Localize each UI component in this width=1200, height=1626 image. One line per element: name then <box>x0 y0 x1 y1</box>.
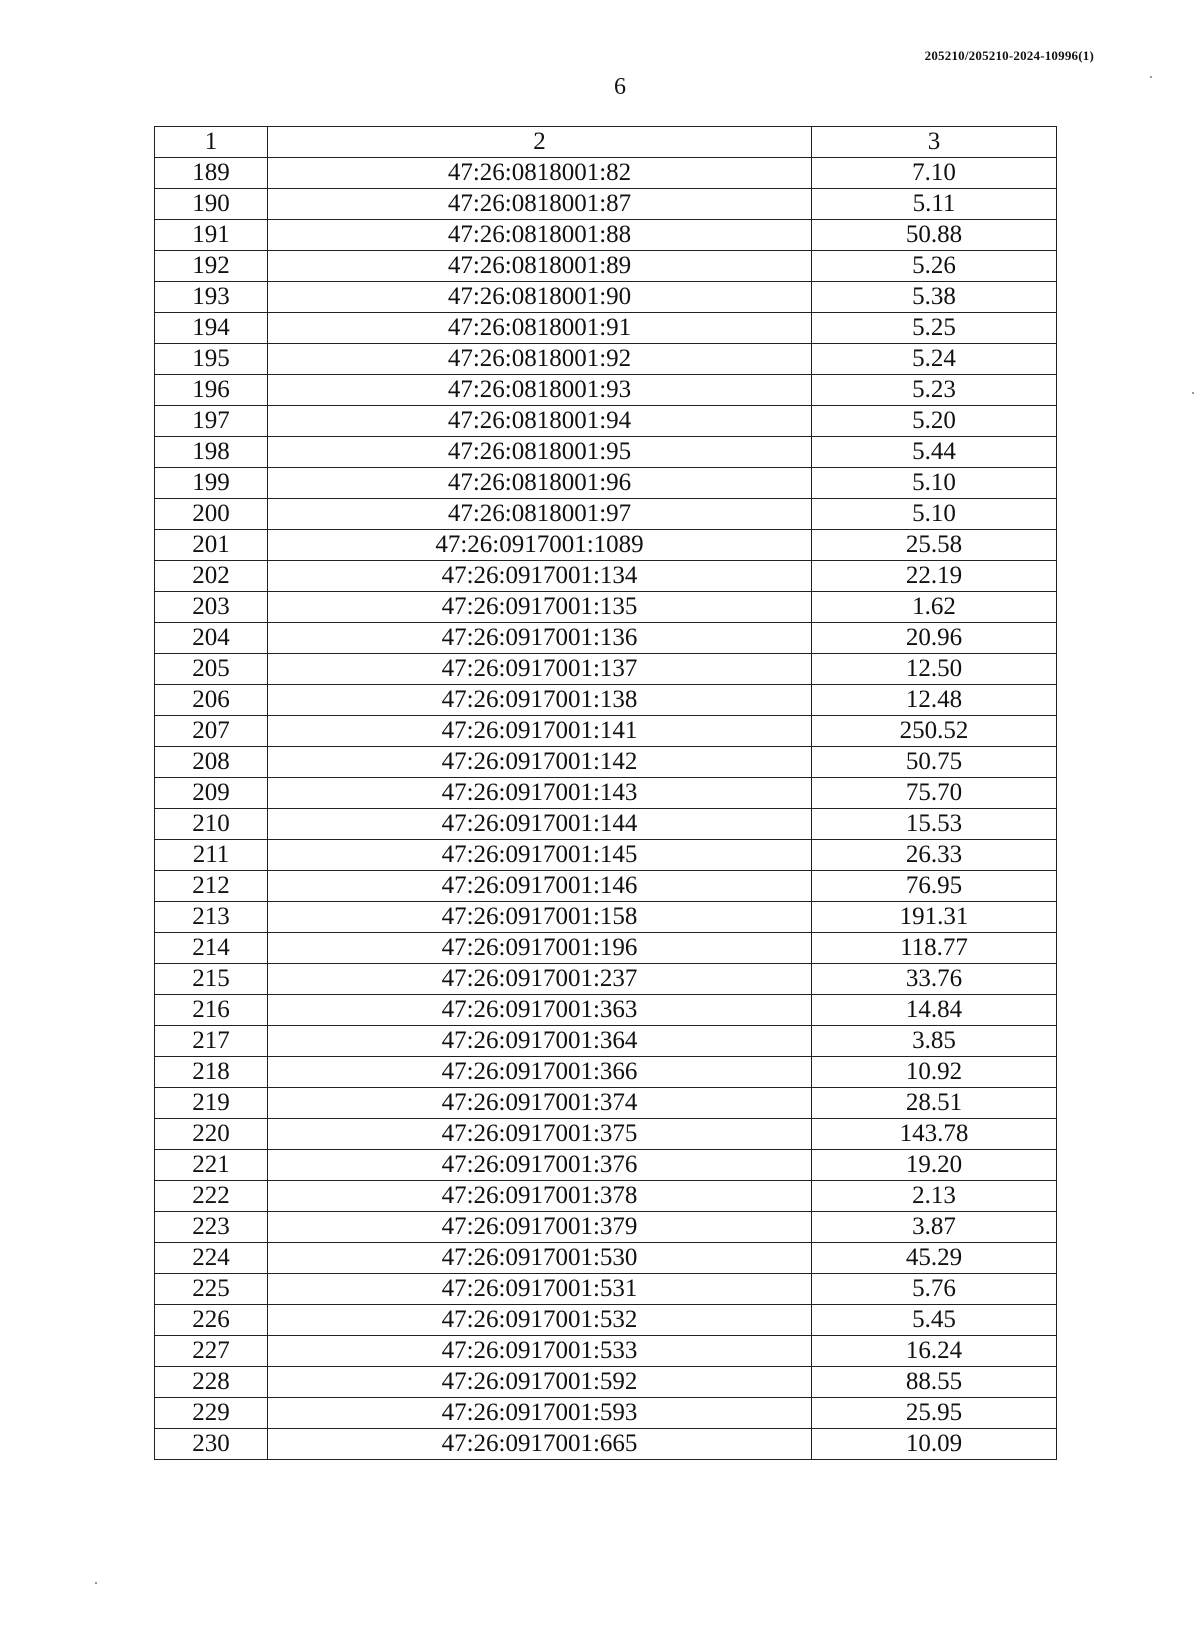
table-row <box>155 1367 1057 1398</box>
value-cell: 3.85 <box>812 1026 1057 1057</box>
cadastral-number-cell: 47:26:0818001:82 <box>268 158 812 189</box>
value-cell: 10.92 <box>812 1057 1057 1088</box>
row-number-cell: 225 <box>155 1274 268 1305</box>
scan-speck <box>1150 76 1152 78</box>
table-row <box>155 840 1057 871</box>
value-cell: 5.26 <box>812 251 1057 282</box>
row-number-cell: 201 <box>155 530 268 561</box>
cadastral-number-cell: 47:26:0818001:91 <box>268 313 812 344</box>
value-cell: 5.24 <box>812 344 1057 375</box>
row-number-cell: 229 <box>155 1398 268 1429</box>
value-cell: 5.10 <box>812 499 1057 530</box>
table-row <box>155 685 1057 716</box>
cadastral-number-cell: 47:26:0818001:95 <box>268 437 812 468</box>
table-row <box>155 871 1057 902</box>
table-row <box>155 995 1057 1026</box>
table-row <box>155 654 1057 685</box>
value-cell: 50.75 <box>812 747 1057 778</box>
row-number-cell: 199 <box>155 468 268 499</box>
value-cell: 250.52 <box>812 716 1057 747</box>
row-number-cell: 192 <box>155 251 268 282</box>
cadastral-number-cell: 47:26:0917001:138 <box>268 685 812 716</box>
table-row <box>155 499 1057 530</box>
row-number-cell: 208 <box>155 747 268 778</box>
cadastral-number-cell: 47:26:0917001:364 <box>268 1026 812 1057</box>
cadastral-number-cell: 47:26:0917001:376 <box>268 1150 812 1181</box>
value-cell: 5.45 <box>812 1305 1057 1336</box>
row-number-cell: 209 <box>155 778 268 809</box>
row-number-cell: 210 <box>155 809 268 840</box>
table-row <box>155 592 1057 623</box>
header-cell-2: 2 <box>268 127 812 158</box>
value-cell: 5.11 <box>812 189 1057 220</box>
table-row <box>155 809 1057 840</box>
value-cell: 26.33 <box>812 840 1057 871</box>
table-row <box>155 468 1057 499</box>
table-row <box>155 1398 1057 1429</box>
value-cell: 15.53 <box>812 809 1057 840</box>
cadastral-number-cell: 47:26:0818001:87 <box>268 189 812 220</box>
table-row <box>155 623 1057 654</box>
cadastral-number-cell: 47:26:0917001:144 <box>268 809 812 840</box>
table-row <box>155 251 1057 282</box>
table-row <box>155 747 1057 778</box>
table-row <box>155 344 1057 375</box>
table-row <box>155 530 1057 561</box>
cadastral-number-cell: 47:26:0917001:530 <box>268 1243 812 1274</box>
value-cell: 19.20 <box>812 1150 1057 1181</box>
table-row <box>155 189 1057 220</box>
row-number-cell: 226 <box>155 1305 268 1336</box>
cadastral-table <box>154 126 1057 1460</box>
row-number-cell: 224 <box>155 1243 268 1274</box>
value-cell: 20.96 <box>812 623 1057 654</box>
value-cell: 191.31 <box>812 902 1057 933</box>
table-row <box>155 1088 1057 1119</box>
value-cell: 16.24 <box>812 1336 1057 1367</box>
value-cell: 12.48 <box>812 685 1057 716</box>
value-cell: 5.23 <box>812 375 1057 406</box>
row-number-cell: 193 <box>155 282 268 313</box>
value-cell: 5.20 <box>812 406 1057 437</box>
row-number-cell: 223 <box>155 1212 268 1243</box>
header-cell-3: 3 <box>812 127 1057 158</box>
value-cell: 45.29 <box>812 1243 1057 1274</box>
cadastral-number-cell: 47:26:0917001:378 <box>268 1181 812 1212</box>
table-row <box>155 1305 1057 1336</box>
cadastral-number-cell: 47:26:0917001:145 <box>268 840 812 871</box>
row-number-cell: 215 <box>155 964 268 995</box>
table-row <box>155 313 1057 344</box>
row-number-cell: 216 <box>155 995 268 1026</box>
value-cell: 5.10 <box>812 468 1057 499</box>
value-cell: 25.95 <box>812 1398 1057 1429</box>
row-number-cell: 195 <box>155 344 268 375</box>
row-number-cell: 218 <box>155 1057 268 1088</box>
row-number-cell: 206 <box>155 685 268 716</box>
cadastral-number-cell: 47:26:0917001:158 <box>268 902 812 933</box>
row-number-cell: 203 <box>155 592 268 623</box>
row-number-cell: 230 <box>155 1429 268 1460</box>
cadastral-number-cell: 47:26:0818001:88 <box>268 220 812 251</box>
row-number-cell: 217 <box>155 1026 268 1057</box>
row-number-cell: 227 <box>155 1336 268 1367</box>
value-cell: 10.09 <box>812 1429 1057 1460</box>
value-cell: 5.44 <box>812 437 1057 468</box>
cadastral-number-cell: 47:26:0917001:531 <box>268 1274 812 1305</box>
cadastral-number-cell: 47:26:0917001:665 <box>268 1429 812 1460</box>
value-cell: 14.84 <box>812 995 1057 1026</box>
cadastral-number-cell: 47:26:0917001:1089 <box>268 530 812 561</box>
value-cell: 7.10 <box>812 158 1057 189</box>
table-row <box>155 716 1057 747</box>
table-row <box>155 1274 1057 1305</box>
row-number-cell: 189 <box>155 158 268 189</box>
value-cell: 118.77 <box>812 933 1057 964</box>
header-cell-1: 1 <box>155 127 268 158</box>
value-cell: 3.87 <box>812 1212 1057 1243</box>
page-number: 6 <box>614 74 626 100</box>
value-cell: 5.76 <box>812 1274 1057 1305</box>
cadastral-number-cell: 47:26:0917001:146 <box>268 871 812 902</box>
cadastral-number-cell: 47:26:0917001:137 <box>268 654 812 685</box>
cadastral-number-cell: 47:26:0818001:92 <box>268 344 812 375</box>
value-cell: 33.76 <box>812 964 1057 995</box>
table-row <box>155 964 1057 995</box>
row-number-cell: 194 <box>155 313 268 344</box>
cadastral-number-cell: 47:26:0818001:96 <box>268 468 812 499</box>
table-row <box>155 778 1057 809</box>
row-number-cell: 211 <box>155 840 268 871</box>
cadastral-number-cell: 47:26:0917001:532 <box>268 1305 812 1336</box>
table-row <box>155 1212 1057 1243</box>
cadastral-number-cell: 47:26:0917001:533 <box>268 1336 812 1367</box>
table-row <box>155 902 1057 933</box>
table-row <box>155 220 1057 251</box>
table-row <box>155 1181 1057 1212</box>
value-cell: 5.38 <box>812 282 1057 313</box>
value-cell: 76.95 <box>812 871 1057 902</box>
value-cell: 50.88 <box>812 220 1057 251</box>
cadastral-number-cell: 47:26:0917001:593 <box>268 1398 812 1429</box>
cadastral-number-cell: 47:26:0917001:366 <box>268 1057 812 1088</box>
table-row <box>155 282 1057 313</box>
value-cell: 1.62 <box>812 592 1057 623</box>
cadastral-number-cell: 47:26:0818001:93 <box>268 375 812 406</box>
value-cell: 28.51 <box>812 1088 1057 1119</box>
cadastral-number-cell: 47:26:0917001:141 <box>268 716 812 747</box>
cadastral-number-cell: 47:26:0917001:136 <box>268 623 812 654</box>
table-row <box>155 1243 1057 1274</box>
table-row <box>155 158 1057 189</box>
cadastral-number-cell: 47:26:0818001:90 <box>268 282 812 313</box>
row-number-cell: 196 <box>155 375 268 406</box>
value-cell: 143.78 <box>812 1119 1057 1150</box>
row-number-cell: 198 <box>155 437 268 468</box>
cadastral-number-cell: 47:26:0917001:196 <box>268 933 812 964</box>
value-cell: 88.55 <box>812 1367 1057 1398</box>
value-cell: 12.50 <box>812 654 1057 685</box>
cadastral-number-cell: 47:26:0818001:89 <box>268 251 812 282</box>
row-number-cell: 212 <box>155 871 268 902</box>
cadastral-number-cell: 47:26:0917001:142 <box>268 747 812 778</box>
cadastral-number-cell: 47:26:0917001:143 <box>268 778 812 809</box>
table-row <box>155 375 1057 406</box>
table-row <box>155 561 1057 592</box>
table-body <box>155 127 1057 1460</box>
row-number-cell: 219 <box>155 1088 268 1119</box>
row-number-cell: 190 <box>155 189 268 220</box>
row-number-cell: 214 <box>155 933 268 964</box>
cadastral-number-cell: 47:26:0917001:375 <box>268 1119 812 1150</box>
row-number-cell: 207 <box>155 716 268 747</box>
row-number-cell: 228 <box>155 1367 268 1398</box>
row-number-cell: 205 <box>155 654 268 685</box>
table-row <box>155 1057 1057 1088</box>
scan-speck <box>1192 392 1194 394</box>
row-number-cell: 191 <box>155 220 268 251</box>
cadastral-number-cell: 47:26:0917001:363 <box>268 995 812 1026</box>
row-number-cell: 213 <box>155 902 268 933</box>
row-number-cell: 221 <box>155 1150 268 1181</box>
table-row <box>155 406 1057 437</box>
table-row <box>155 933 1057 964</box>
cadastral-number-cell: 47:26:0917001:135 <box>268 592 812 623</box>
row-number-cell: 220 <box>155 1119 268 1150</box>
document-id: 205210/205210-2024-10996(1) <box>924 48 1094 63</box>
row-number-cell: 204 <box>155 623 268 654</box>
value-cell: 5.25 <box>812 313 1057 344</box>
row-number-cell: 222 <box>155 1181 268 1212</box>
table-row <box>155 437 1057 468</box>
value-cell: 25.58 <box>812 530 1057 561</box>
cadastral-number-cell: 47:26:0917001:592 <box>268 1367 812 1398</box>
cadastral-number-cell: 47:26:0818001:97 <box>268 499 812 530</box>
table-row <box>155 1026 1057 1057</box>
row-number-cell: 200 <box>155 499 268 530</box>
table-row <box>155 1429 1057 1460</box>
table-row <box>155 1119 1057 1150</box>
row-number-cell: 197 <box>155 406 268 437</box>
cadastral-number-cell: 47:26:0917001:237 <box>268 964 812 995</box>
cadastral-number-cell: 47:26:0818001:94 <box>268 406 812 437</box>
value-cell: 2.13 <box>812 1181 1057 1212</box>
value-cell: 22.19 <box>812 561 1057 592</box>
scan-speck <box>95 1582 97 1584</box>
cadastral-number-cell: 47:26:0917001:134 <box>268 561 812 592</box>
table-row <box>155 1150 1057 1181</box>
table-header-row <box>155 127 1057 158</box>
row-number-cell: 202 <box>155 561 268 592</box>
cadastral-number-cell: 47:26:0917001:374 <box>268 1088 812 1119</box>
cadastral-number-cell: 47:26:0917001:379 <box>268 1212 812 1243</box>
table-row <box>155 1336 1057 1367</box>
value-cell: 75.70 <box>812 778 1057 809</box>
